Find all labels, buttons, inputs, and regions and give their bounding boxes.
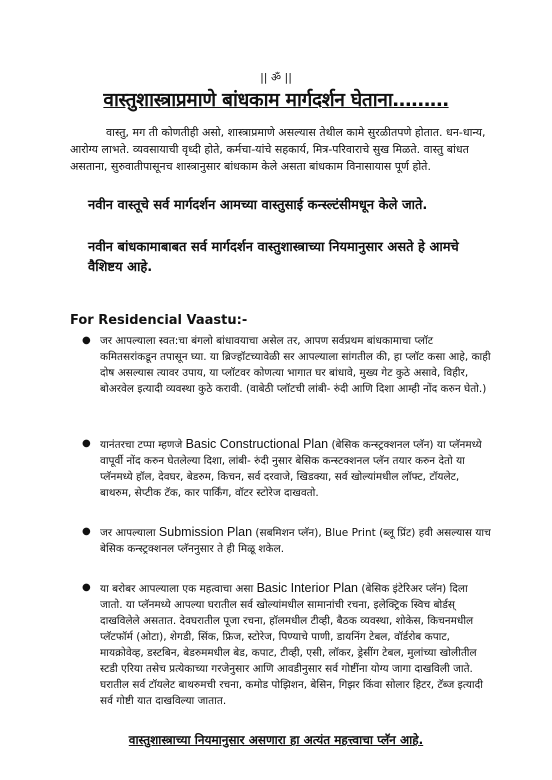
- bullet-icon: ●: [82, 335, 91, 346]
- list-item-text-marathi: जर आपल्याला स्वत:चा बंगलो बांधावयाचा असेल तर, आपण सर्वप्रथम बांधकामाचा प्लॉट कमितसरांकडून तपासून घ्या. या ब्रिज्हॉटच्यावेळी सर आपल्याला सांगतील की, हा प्लॉट कसा आहे, काही दोष असल्यास त्यावर उपाय, या प्लॉटवर कोणत्या भागात घर बांधावे, मुख्य गेट कुठे असावे, विहीर, बोअरवेल इत्यादी व्यवस्था कुठे करावी. (वाबेठी प्लॉटची लांबी- रुंदी आणि दिशा आम्ही नोंद करुन घेतो.): [100, 335, 491, 395]
- list-item-text: [100, 436, 492, 501]
- list-item: [70, 436, 492, 501]
- list-item: [70, 524, 492, 557]
- list-item-text-marathi: यानंतरचा टप्पा म्हणजे: [100, 439, 183, 451]
- plan-name-english: Basic Interior Plan: [256, 581, 359, 595]
- list-item-text: [100, 333, 492, 397]
- plan-name-english: Submission Plan: [158, 525, 253, 539]
- bullet-icon: ●: [82, 526, 91, 537]
- bullet-icon: ●: [82, 582, 91, 593]
- list-item-text-marathi: या बरोबर आपल्याला एक महत्वाचा असा: [100, 583, 254, 595]
- intro-paragraph: वास्तु, मग ती कोणतीही असो, शास्त्राप्रमाणे असल्यास तेथील कामे सुरळीतपणे होतात. धन-धान्य, आरोग्य लाभते. व्यवसायाची वृध्दी होते, कर्मचा-यांचे सहकार्य, मित्र-परिवाराचे सुख मिळते. वास्तु बांधत असताना, सुरुवातीपासूनच शास्त्रानुसार बांधकाम केले असता बांधकाम विनासायास पूर्ण होते.: [70, 126, 486, 173]
- list-item-text-rest: (बेसिक इंटेरिअर प्लॅन) दिला जातो. या प्लॅनमध्ये आपल्या घरातील सर्व खोल्यांमधील सामानांची रचना, इलेक्ट्रिक स्विच बोर्डस् दाखविलेले असतात. देवघरातील पूजा रचना, हॉलमधील टीव्ही, बैठक व्यवस्था, शोकेस, किचनमधील प्लॅटफॉर्म (ओटा), शेगडी, सिंक, फ्रिज, स्टोरेज, पिण्याचे पाणी, डायनिंग टेबल, वॉर्डरोब कपाट, मायक्रोवेव्ह, डस्टबिन, बेडरुममधील बेड, कपाट, टीव्ही, एसी, लॉकर, ड्रेसींग टेबल, मुलांच्या खोलीतील स्टडी एरिया तसेच प्रत्येकाच्या गरजेनुसार आणि आवडीनुसार सर्व गोष्टींना योग्य जागा दाखविली जाते. घरातील सर्व टॉयलेट बाथरुमची रचना, कमोड पोझिशन, बेसिन, गिझर किंवा सोलार हिटर, टॅब्ज इत्यादी सर्व गोष्टी यात दाखविल्या जातात.: [100, 583, 483, 707]
- plan-name-english: Basic Constructional Plan: [185, 437, 329, 451]
- consultancy-statement: नवीन वास्तूचे सर्व मार्गदर्शन आमच्या वास्तुसाई कन्स्ल्टंसीमधून केले जाते.: [88, 198, 428, 213]
- list-item-text-rest: (बेसिक कन्स्ट्रक्शनल प्लॅन) या प्लॅनमध्ये वापूर्वी नोंद करुन घेतलेल्या दिशा, लांबी- रुंदी नुसार बेसिक कन्स्टक्शनल प्लॅन तयार करुन देतो या प्लॅनमध्ये हॉल, देवघर, बेडरुम, किचन, सर्व दरवाजे, खिडक्या, सर्व खोल्यांमधील लॉफ्ट, टॉयलेट, बाथरुम, सेप्टीक टॅक, कार पार्किंग, वॉटर स्टोरेज दाखवतो.: [100, 439, 482, 499]
- list-item-text: [100, 580, 492, 709]
- bullet-icon: ●: [82, 438, 91, 449]
- invocation-om: || ॐ ||: [260, 71, 292, 84]
- section-heading: For Residencial Vaastu:-: [70, 313, 248, 328]
- list-item-text-rest: (सबमिशन प्लॅन), Blue Print (ब्लू प्रिंट) हवी असल्यास याच बेसिक कन्स्ट्रक्शनल प्लॅननुसार ते ही मिळू शकेल.: [100, 527, 491, 555]
- list-item-text: [100, 524, 492, 557]
- speciality-statement: नवीन बांधकामाबाबत सर्व मार्गदर्शन वास्तुशास्त्राच्या नियमानुसार असते हे आमचे वैशिष्टय आहे.: [88, 240, 459, 275]
- list-item: [70, 333, 492, 397]
- footer-note: वास्तुशास्त्राच्या नियमानुसार असणारा हा अत्यंत महत्त्वाचा प्लॅन आहे.: [128, 733, 424, 747]
- page-title: वास्तुशास्त्राप्रमाणे बांधकाम मार्गदर्शन घेताना………: [103, 89, 449, 111]
- list-item-text-marathi: जर आपल्याला: [100, 527, 156, 539]
- list-item: [70, 580, 492, 709]
